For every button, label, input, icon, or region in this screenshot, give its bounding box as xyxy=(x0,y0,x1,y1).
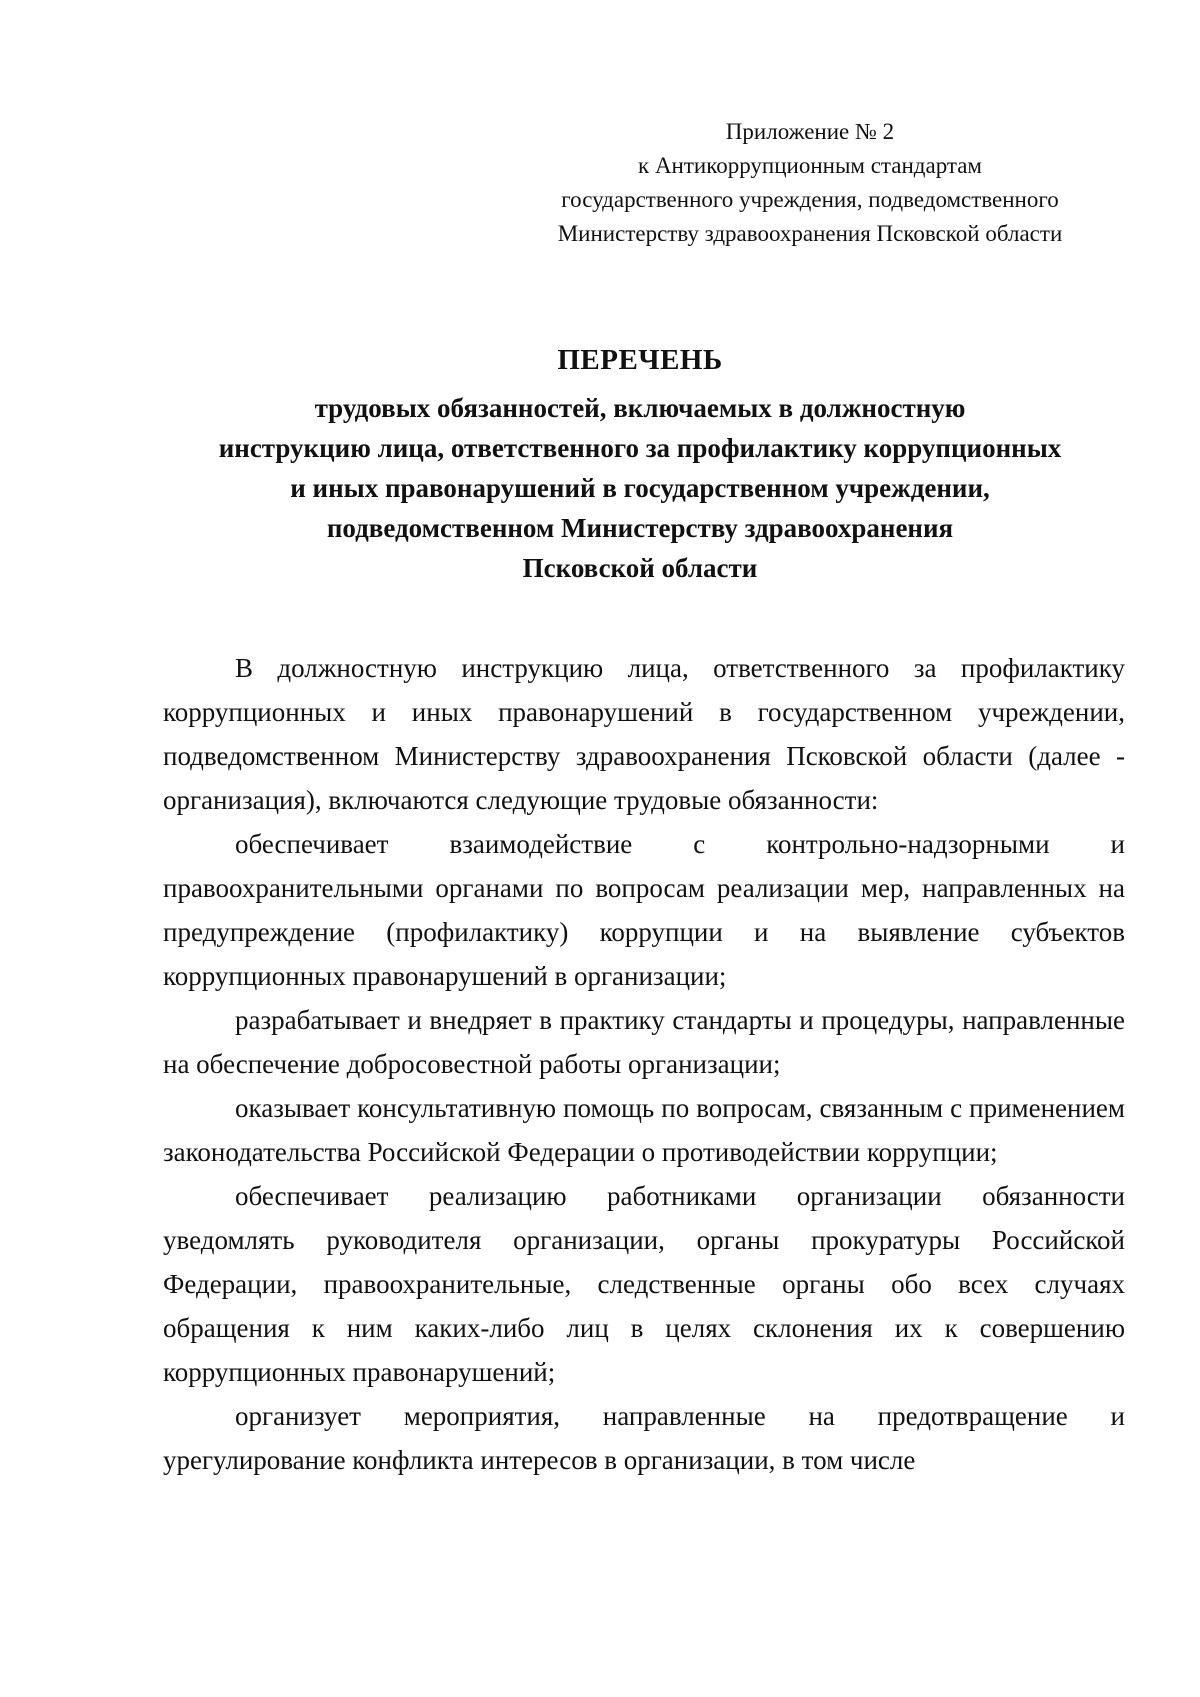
document-title xyxy=(160,340,1120,588)
title-subtitle xyxy=(160,388,1120,588)
title-line: и иных правонарушений в государственном учреждении, xyxy=(290,473,990,503)
appendix-reference: к Антикоррупционным стандартам xyxy=(638,153,982,178)
document-body xyxy=(163,646,1125,1482)
title-line: трудовых обязанностей, включаемых в должностную xyxy=(314,393,966,423)
body-paragraph-duty: оказывает консультативную помощь по вопросам, связанным с применением законодательства Российской Федерации о противодействии коррупции; xyxy=(163,1093,1125,1167)
title-main: ПЕРЕЧЕНЬ xyxy=(557,344,723,376)
appendix-number: Приложение № 2 xyxy=(725,119,895,144)
body-paragraph-duty: обеспечивает взаимодействие с контрольно-надзорными и правоохранительными органами по вопросам реализации мер, направленных на предупреждение (профилактику) коррупции и на выявление субъектов коррупционных правонарушений в организации; xyxy=(163,829,1125,991)
appendix-ministry: Министерству здравоохранения Псковской области xyxy=(557,221,1063,246)
title-line: Псковской области xyxy=(522,553,758,583)
title-line: подведомственном Министерству здравоохранения xyxy=(326,513,954,543)
appendix-header xyxy=(520,115,1100,251)
appendix-institution: государственного учреждения, подведомственного xyxy=(561,187,1059,212)
body-paragraph-duty: обеспечивает реализацию работниками организации обязанности уведомлять руководителя организации, органы прокуратуры Российской Федерации, правоохранительные, следственные органы обо всех случаях обращения к ним каких-либо лиц в целях склонения их к совершению коррупционных правонарушений; xyxy=(163,1181,1125,1387)
body-paragraph-duty: организует мероприятия, направленные на предотвращение и урегулирование конфликта интересов в организации, в том числе xyxy=(163,1401,1125,1475)
title-line: инструкцию лица, ответственного за профилактику коррупционных xyxy=(218,433,1062,463)
body-paragraph-intro: В должностную инструкцию лица, ответственного за профилактику коррупционных и иных правонарушений в государственном учреждении, подведомственном Министерству здравоохранения Псковской области (далее - организация), включаются следующие трудовые обязанности: xyxy=(163,653,1125,815)
body-paragraph-duty: разрабатывает и внедряет в практику стандарты и процедуры, направленные на обеспечение добросовестной работы организации; xyxy=(163,1005,1125,1079)
